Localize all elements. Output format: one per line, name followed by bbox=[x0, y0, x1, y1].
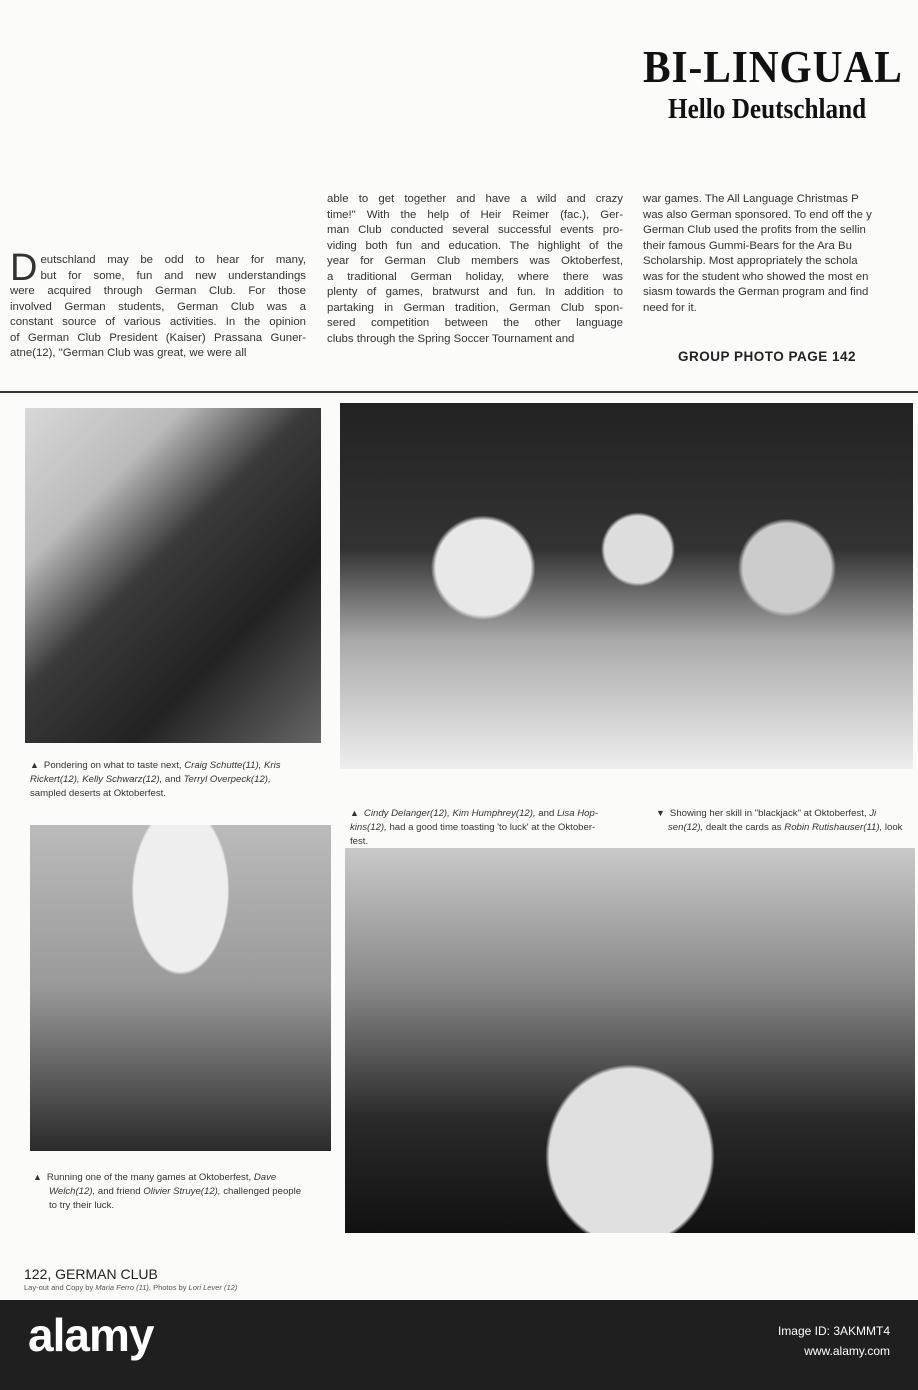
caption-dessert: ▲ Pondering on what to taste next, Craig Schutte(11), Kris Rickert(12), Kelly Schwarz(12), and Terryl Overpeck(12), sampled deserts at Oktoberfest. bbox=[30, 760, 281, 799]
caption-toasting: ▲ Cindy Delanger(12), Kim Humphrey(12), and Lisa Hop- kins(12), had a good time toasting 'to luck' at the Oktober- fest. bbox=[350, 808, 599, 847]
page-title: BI-LINGUAL bbox=[643, 41, 903, 92]
text-line: of German Club President (Kaiser) Prassana Guner- bbox=[10, 331, 306, 344]
article-column-3 bbox=[643, 192, 918, 316]
caption-blackjack: ▼ Showing her skill in "blackjack" at Oktoberfest, Ji sen(12), dealt the cards as Robin Rutishauser(11), look bbox=[656, 808, 903, 833]
text-line: German Club used the profits from the sellin bbox=[643, 224, 866, 236]
photo-dessert-table bbox=[25, 408, 321, 743]
credits: Lay-out and Copy by Maria Ferro (11), Photos by Lori Lever (12) bbox=[24, 1283, 238, 1292]
text-line: constant source of various activities. In the opinion bbox=[10, 316, 306, 328]
group-photo-reference: GROUP PHOTO PAGE 142 bbox=[678, 349, 857, 364]
bullet-icon: ▲ bbox=[33, 1172, 42, 1182]
photo-blackjack bbox=[345, 848, 915, 1233]
article-column-2 bbox=[327, 192, 623, 347]
text-line: eutschland may be odd to hear for many, bbox=[40, 254, 306, 266]
caption-game-booth: ▲ Running one of the many games at Oktoberfest, Dave Welch(12), and friend Olivier Struye(12), challenged people to try their luck. bbox=[33, 1172, 302, 1211]
bullet-icon: ▲ bbox=[350, 808, 359, 818]
text-line: but for some, fun and new understandings bbox=[40, 269, 306, 282]
text-line: need for it. bbox=[643, 301, 697, 314]
text-line: partaking in German tradition, German Club spon- bbox=[327, 301, 623, 314]
page-number-section: 122, GERMAN CLUB bbox=[24, 1266, 158, 1282]
text-line: siasm towards the German program and find bbox=[643, 286, 869, 298]
text-line: plenty of games, bratwurst and fun. In addition to bbox=[327, 286, 623, 298]
text-line: viding both fun and education. The highlight of the bbox=[327, 239, 623, 252]
text-line: was for the student who showed the most en bbox=[643, 270, 869, 283]
text-line: sered competition between the other language bbox=[327, 317, 623, 329]
text-line: their famous Gummi-Bears for the Ara Bu bbox=[643, 239, 852, 252]
bullet-icon: ▲ bbox=[30, 760, 39, 770]
text-line: time!" With the help of Heir Reimer (fac.), Ger- bbox=[327, 208, 623, 221]
alamy-logo: alamy bbox=[28, 1309, 154, 1361]
text-line: a traditional German holiday, where there was bbox=[327, 270, 623, 283]
divider bbox=[0, 391, 918, 393]
text-line: year for German Club members was Oktoberfest, bbox=[327, 255, 623, 267]
text-line: man Club conducted several successful events pro- bbox=[327, 224, 623, 236]
bullet-icon: ▼ bbox=[656, 808, 665, 818]
photo-game-booth bbox=[30, 825, 331, 1151]
page-subtitle: Hello Deutschland bbox=[668, 94, 867, 125]
text-line: war games. The All Language Christmas P bbox=[643, 193, 859, 205]
text-line: clubs through the Spring Soccer Tournament and bbox=[327, 332, 575, 345]
article-column-1 bbox=[10, 253, 306, 362]
text-line: atne(12), "German Club was great, we were all bbox=[10, 347, 247, 359]
image-id: Image ID: 3AKMMT4 www.alamy.com bbox=[777, 1324, 890, 1358]
text-line: were acquired through German Club. For those bbox=[10, 285, 306, 297]
text-line: Scholarship. Most appropriately the schola bbox=[643, 255, 858, 267]
photo-toasting bbox=[340, 403, 913, 769]
text-line: able to get together and have a wild and crazy bbox=[327, 193, 623, 205]
text-line: involved German students, German Club was a bbox=[10, 300, 306, 313]
drop-cap: D bbox=[10, 253, 38, 289]
text-line: was also German sponsored. To end off the y bbox=[643, 208, 872, 221]
